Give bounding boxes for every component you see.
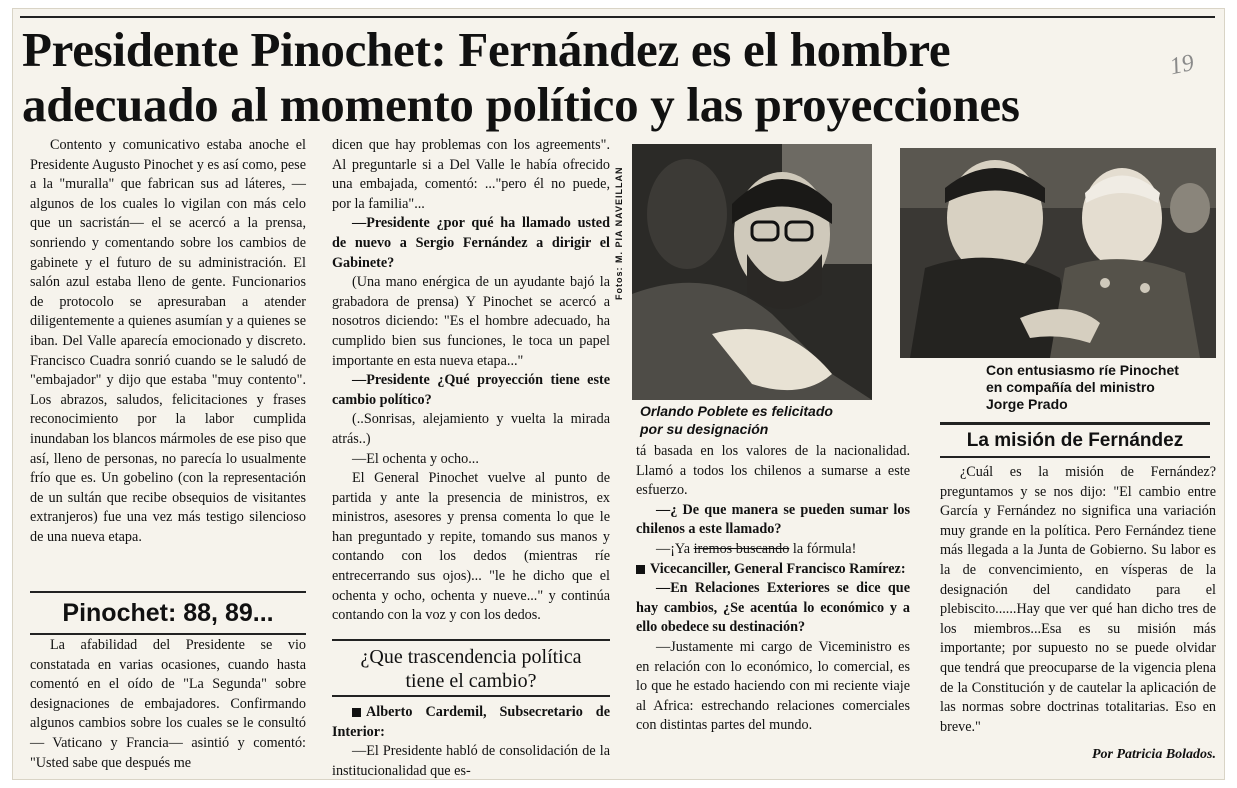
photo-2-image: [900, 148, 1216, 358]
col2b-text: —El Presidente habló de consolidación de la institucionalidad que es-: [332, 743, 610, 779]
caption2-line-1: Con entusiasmo ríe Pinochet: [986, 362, 1179, 378]
subhead2-line-2: tiene el cambio?: [405, 670, 537, 692]
photo-1-image: [632, 144, 872, 400]
top-rule: [20, 16, 1215, 18]
speaker-cardemil: Alberto Cardemil, Subsecretario de Interior:: [332, 704, 610, 740]
col3-p1: tá basada en los valores de la nacionalidad. Llamó a todos los chilenos a sumarse a este esfuerzo.: [636, 443, 910, 499]
caption1-line-1: Orlando Poblete es felicitado: [640, 403, 833, 419]
subhead-mision-fernandez: La misión de Fernández: [940, 422, 1210, 458]
subhead-trascendencia: [332, 639, 610, 697]
subhead2-line-1: ¿Que trascendencia política: [360, 646, 582, 668]
headline-line-2: adecuado al momento político y las proyecciones: [22, 77, 1020, 132]
column-2: [332, 136, 610, 626]
headline-line-1: Presidente Pinochet: Fernández es el hombre: [22, 22, 951, 77]
column-4: [940, 463, 1216, 737]
col2-p4: —El ochenta y ocho...: [352, 450, 479, 467]
struck-text: iremos buscando: [693, 540, 790, 557]
col3-question-1: —¿ De que manera se pueden sumar los chilenos a este llamado?: [636, 501, 910, 538]
photo-pinochet-prado: [900, 148, 1216, 358]
caption-photo-2: [986, 362, 1216, 413]
col4-paragraph: ¿Cuál es la misión de Fernández? preguntamos y se nos dijo: "El cambio entre García y Fernández no significa una variación muy grande en la política. Pero Fernández tiene más llegada a la Junta de Gobierno. Su labor es la de convencimiento, en vísperas de la designación del candidato para el plebiscito......Hay que ver qué han dicho tres de los miembros...Esa es su misión más importante; por supuesto no se puede olvidar que tendrá que preocuparse de la vigencia plena de la Constitución y de cautelar la aplicación de las normas sobre doctrinas totalitarias. Eso en breve.": [940, 464, 1216, 735]
subhead-pinochet-88-89: Pinochet: 88, 89...: [30, 591, 306, 635]
column-1-continued: [30, 636, 306, 773]
col3-answer-2: —Justamente mi cargo de Viceministro es en relación con lo económico, lo comercial, es lo que he estado haciendo con mi reciente viaje al Africa: estrechando relaciones comerciales con distintas partes del mundo.: [636, 638, 910, 734]
col2-p5: El General Pinochet vuelve al punto de partida y ante la presencia de ministros, ex ministros, asesores y prensa comenta lo que le han preguntado y repite, tomando sus manos y contando con los dedos (mientras ríe entrecerrando sus ojos)... "le he dicho que el ochenta y ocho, ochenta y nueve..." y continúa contando con la voz y con los dedos.: [332, 470, 610, 624]
col2-question-2: —Presidente ¿Qué proyección tiene este cambio político?: [332, 372, 610, 408]
speaker-ramirez: Vicecanciller, General Francisco Ramírez:: [650, 560, 906, 577]
photo-orlando-poblete: [632, 144, 872, 400]
handwritten-mark: 19: [1167, 49, 1197, 81]
col2-question-1: —Presidente ¿por qué ha llamado usted de nuevo a Sergio Fernández a dirigir el Gabinete?: [332, 215, 610, 271]
col2-p2: (Una mano enérgica de un ayudante bajó la grabadora de prensa) Y Pinochet se acercó a nosotros diciendo: "Es el hombre adecuado, ha cumplido bien sus funciones, le toca un papel importante en esta nueva etapa...": [332, 274, 610, 369]
bullet-square-icon: [636, 565, 645, 574]
photo-credit: Fotos: M. PIA NAVEILLAN: [614, 166, 624, 300]
caption-photo-1: [640, 402, 880, 438]
col3-question-2: —En Relaciones Exteriores se dice que hay cambios, ¿Se acentúa lo económico y a ello obedece su destinación?: [636, 580, 910, 636]
caption1-line-2: por su designación: [640, 421, 769, 437]
col1b-paragraph: La afabilidad del Presidente se vio constatada en varias ocasiones, cuando hasta comentó en el oído de "La Segunda" sobre designaciones de embajadores. Confirmando algunos cambios sobre los cuales se le consultó — Vaticano y Francia— asintió y comentó: "Usted sabe que después me: [30, 637, 306, 771]
column-2-continued: [332, 703, 610, 781]
col2-p3: (..Sonrisas, alejamiento y vuelta la mirada atrás..): [332, 411, 610, 447]
bullet-square-icon: [352, 708, 361, 717]
col3-answer-1: —¡Ya iremos buscando la fórmula!: [656, 540, 857, 557]
headline: [22, 22, 1217, 132]
byline: Por Patricia Bolados.: [1091, 747, 1216, 762]
col1-paragraph: Contento y comunicativo estaba anoche el Presidente Augusto Pinochet y es así como, pese a la "muralla" que fabrican sus ad láteres, —algunos de los cuales lo vigilan con más celo que un sacristán— el se acercó a la prensa, sonriendo y comentando sobre los cambios de gabinete y el futuro de su administración. El salón azul estaba lleno de gente. Funcionarios de protocolo se apresuraban a atender diligentemente a quienes asumían y a quienes se iban. Del Valle aparecía emocionado y discreto. Francisco Cuadra sonrió cuando se le saludó de "embajador" y dijo que estaba "muy contento". Los abrazos, saludos, felicitaciones y frases reconocimiento por la labor cumplida inundaban los blancos mármoles de ese piso que así, lleno de personas, no parecía lo usualmente frío que es. Un gobelino (con la representación de un sultán que recibe obsequios de visitantes extranjeros) fue una vez más testigo silencioso de una nueva etapa.: [30, 137, 306, 545]
column-1: [30, 136, 306, 547]
caption2-line-2: en compañía del ministro: [986, 379, 1155, 395]
col2-p1: dicen que hay problemas con los agreements". Al preguntarle si a Del Valle le había ofrecido una embajada, comentó: ..."pero él no puede, por la familia"...: [332, 137, 610, 212]
column-3: [636, 442, 910, 736]
caption2-line-3: Jorge Prado: [986, 396, 1068, 412]
